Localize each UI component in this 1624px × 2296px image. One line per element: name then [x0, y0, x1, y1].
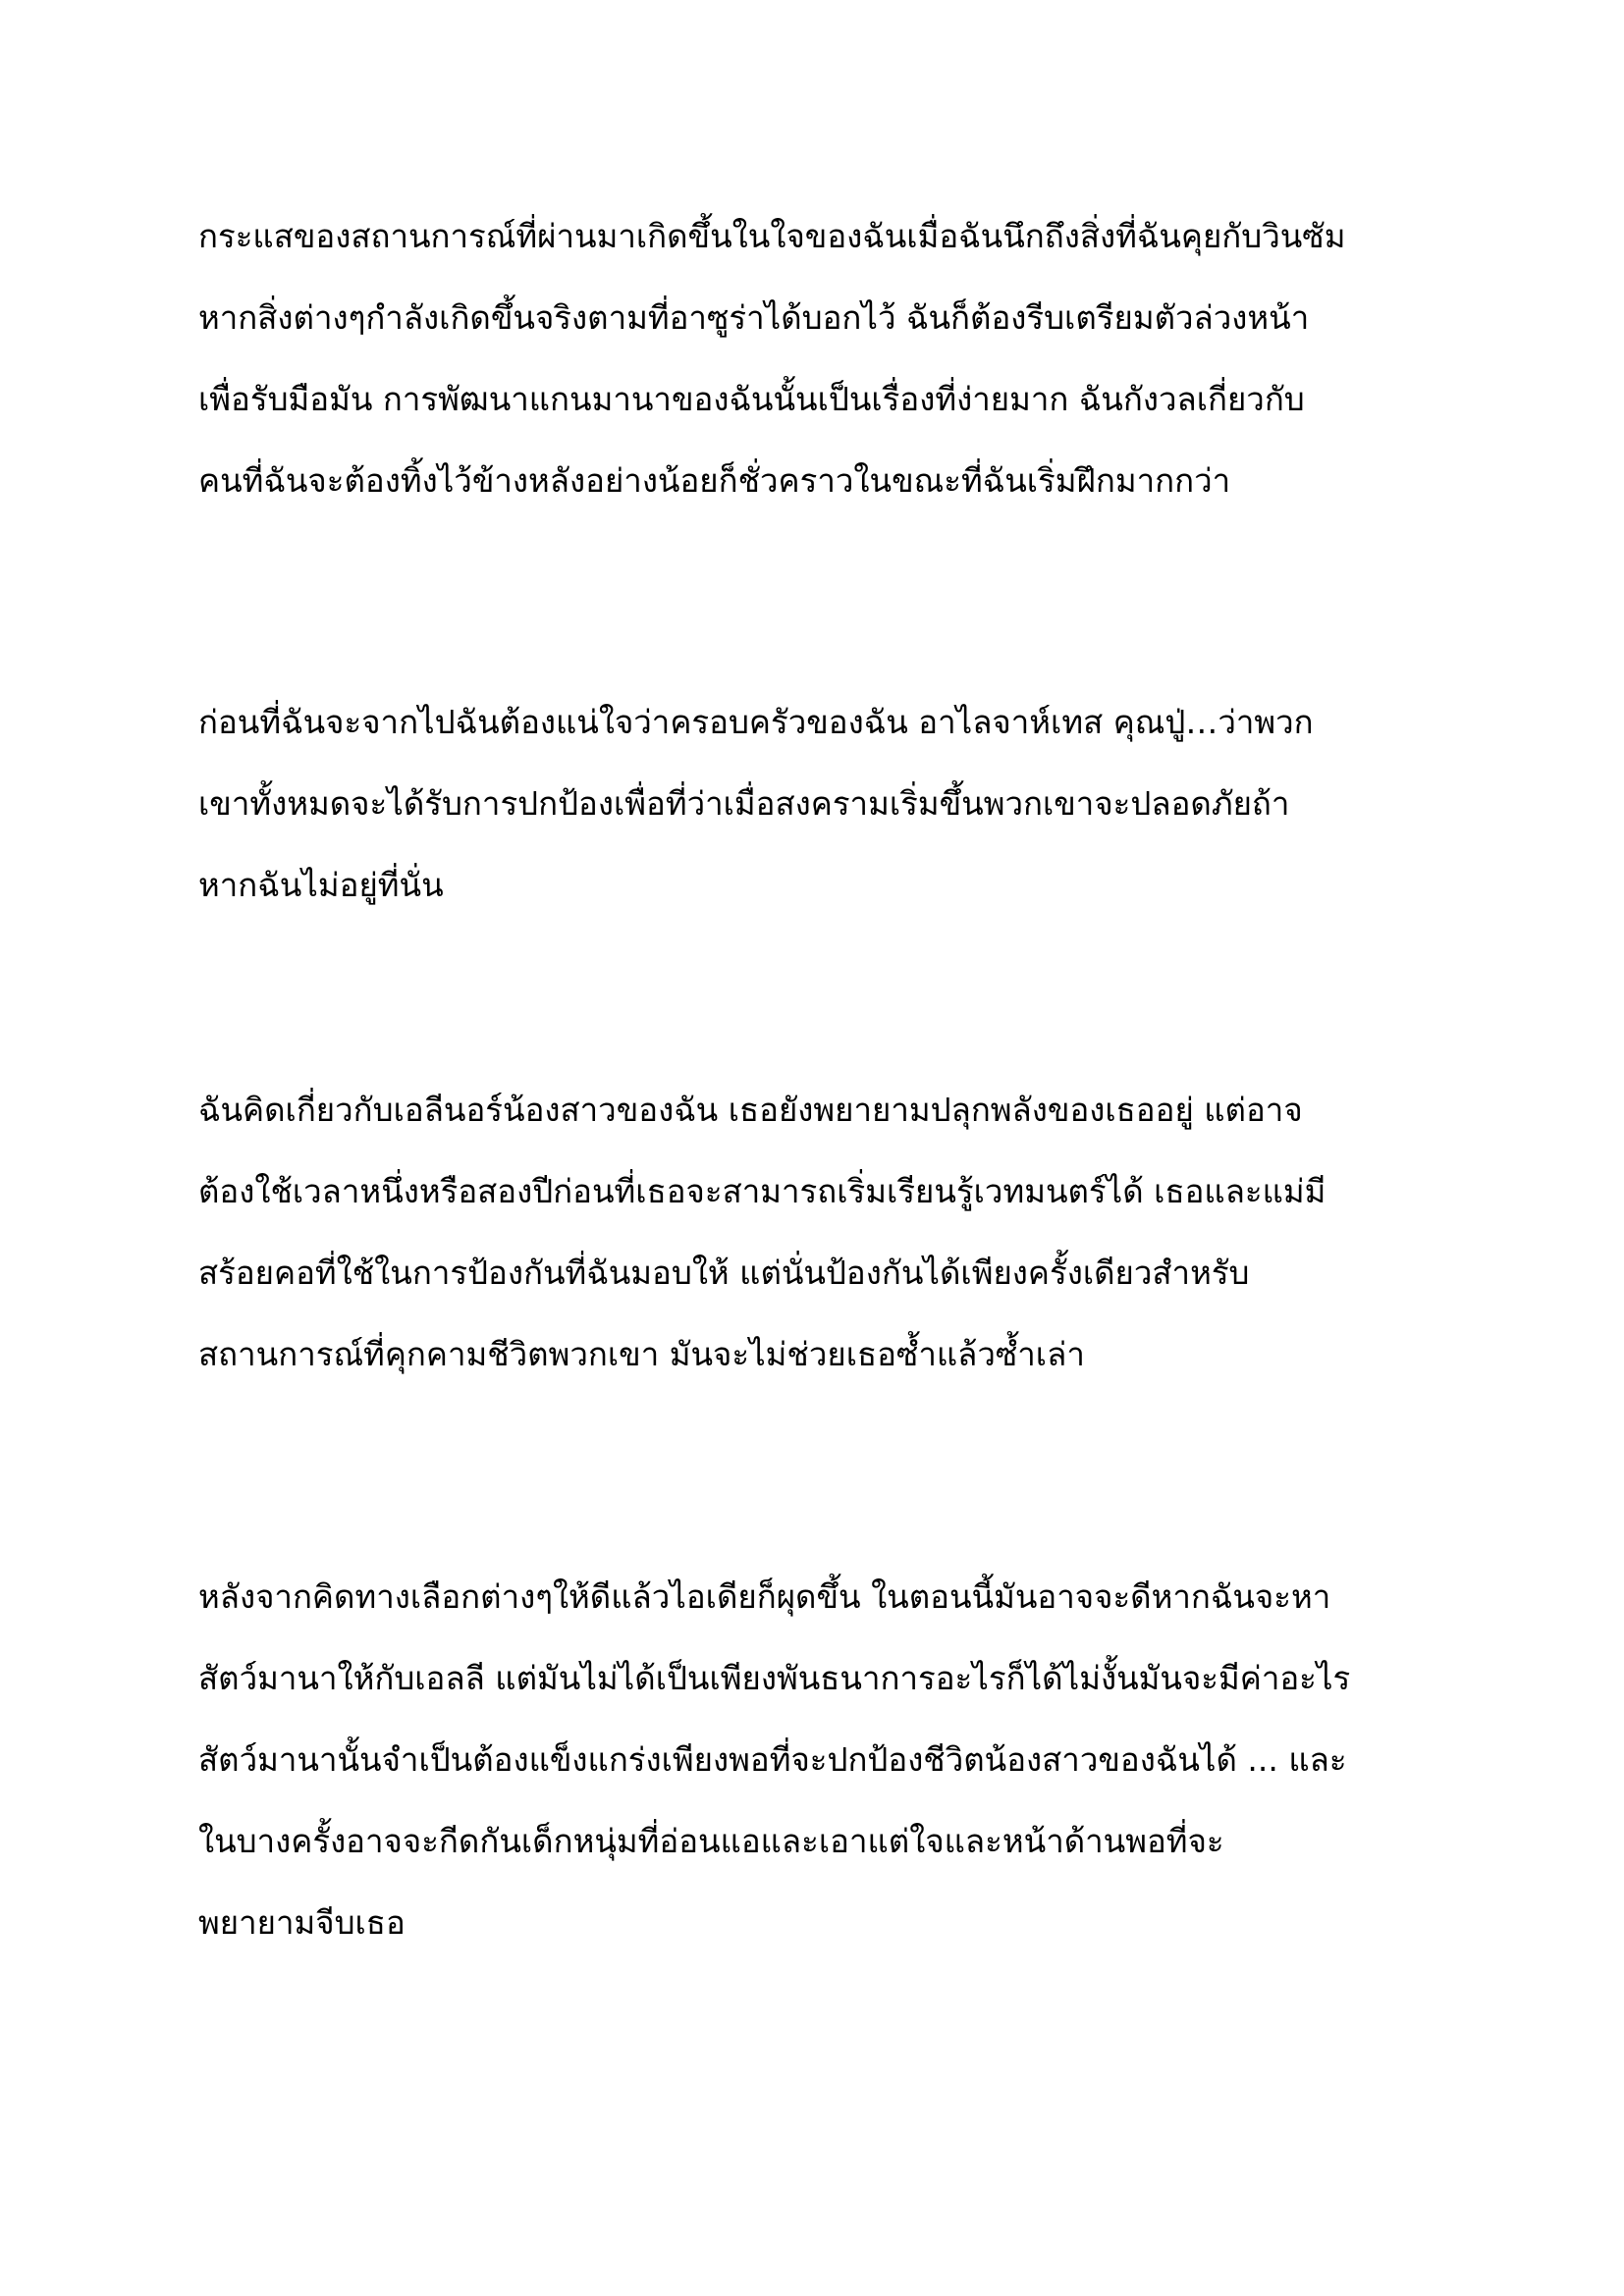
- paragraph-4: [198, 1556, 1350, 1963]
- text-line: ก่อนที่ฉันจะจากไปฉันต้องแน่ใจว่าครอบครัวของฉัน อาไลจาห์เทส คุณปู่…ว่าพวก: [198, 703, 1314, 741]
- paragraph-2: [198, 681, 1314, 926]
- text-line: ในบางครั้งอาจจะกีดกันเด็กหนุ่มที่อ่อนแอและเอาแต่ใจและหน้าด้านพอที่จะ: [198, 1822, 1224, 1860]
- text-line: สถานการณ์ที่คุกคามชีวิตพวกเขา มันจะไม่ช่วยเธอซ้ำแล้วซ้ำเล่า: [198, 1335, 1085, 1373]
- text-line: หากฉันไม่อยู่ที่นั่น: [198, 866, 444, 904]
- text-line: คนที่ฉันจะต้องทิ้งไว้ข้างหลังอย่างน้อยก็ชั่วคราวในขณะที่ฉันเริ่มฝึกมากกว่า: [198, 461, 1231, 500]
- text-line: หลังจากคิดทางเลือกต่างๆให้ดีแล้วไอเดียก็ผุดขึ้น ในตอนนี้มันอาจจะดีหากฉันจะหา: [198, 1577, 1331, 1616]
- text-line: เขาทั้งหมดจะได้รับการปกป้องเพื่อที่ว่าเมื่อสงครามเริ่มขึ้นพวกเขาจะปลอดภัยถ้า: [198, 784, 1290, 823]
- paragraph-3: [198, 1069, 1326, 1395]
- paragraph-1: [198, 195, 1345, 521]
- text-line: สัตว์มานานั้นจำเป็นต้องแข็งแกร่งเพียงพอที่จะปกป้องชีวิตน้องสาวของฉันได้ ... และ: [198, 1740, 1347, 1779]
- text-line: กระแสของสถานการณ์ที่ผ่านมาเกิดขึ้นในใจของฉันเมื่อฉันนึกถึงสิ่งที่ฉันคุยกับวินซัม: [198, 217, 1346, 255]
- text-line: สร้อยคอที่ใช้ในการป้องกันที่ฉันมอบให้ แต่นั่นป้องกันได้เพียงครั้งเดียวสำหรับ: [198, 1254, 1250, 1292]
- text-line: เพื่อรับมือมัน การพัฒนาแกนมานาของฉันนั้นเป็นเรื่องที่ง่ายมาก ฉันกังวลเกี่ยวกับ: [198, 380, 1305, 418]
- text-line: ต้องใช้เวลาหนึ่งหรือสองปีก่อนที่เธอจะสามารถเริ่มเรียนรู้เวทมนตร์ได้ เธอและแม่มี: [198, 1172, 1326, 1210]
- text-line: ฉันคิดเกี่ยวกับเอลีนอร์น้องสาวของฉัน เธอยังพยายามปลุกพลังของเธออยู่ แต่อาจ: [198, 1091, 1303, 1129]
- text-line: หากสิ่งต่างๆกำลังเกิดขึ้นจริงตามที่อาซูร่าได้บอกไว้ ฉันก็ต้องรีบเตรียมตัวล่วงหน้า: [198, 298, 1310, 337]
- text-line: พยายามจีบเธอ: [198, 1903, 406, 1942]
- text-line: สัตว์มานาให้กับเอลลี แต่มันไม่ได้เป็นเพียงพันธนาการอะไรก็ได้ไม่งั้นมันจะมีค่าอะไร: [198, 1659, 1351, 1697]
